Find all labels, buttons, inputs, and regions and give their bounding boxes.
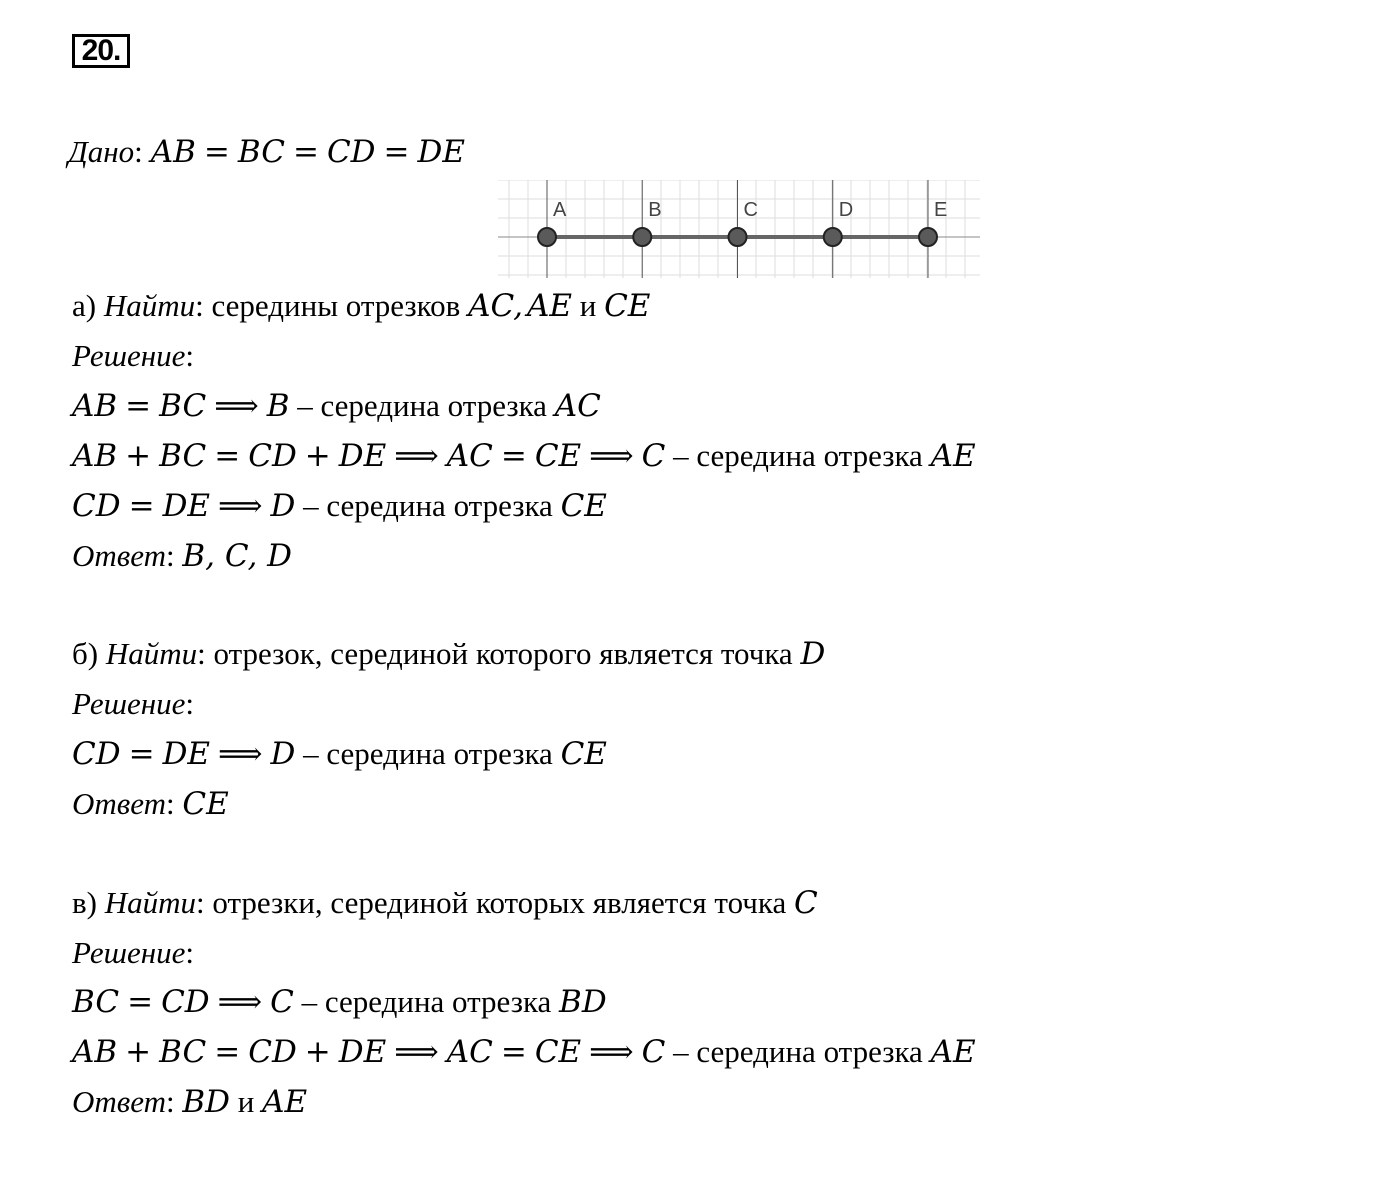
math-term: AE — [930, 1034, 976, 1070]
part-b-prefix: б) — [72, 636, 99, 671]
part-b-line1 — [72, 732, 607, 776]
point-label-c: C — [743, 199, 758, 221]
math-term: DE — [338, 438, 387, 474]
math-op: + — [304, 1034, 331, 1070]
given-colon: : — [134, 134, 143, 169]
implies-symbol: ⟹ — [218, 488, 263, 524]
implies-symbol: ⟹ — [217, 984, 263, 1020]
find-text: отрезки, серединой которых является точка — [212, 885, 787, 920]
math-term: CD — [72, 736, 121, 772]
dash: – — [673, 438, 689, 473]
math-term: BC — [72, 984, 120, 1020]
answer-label: Ответ — [72, 538, 166, 573]
math-term: CD — [248, 438, 297, 474]
midpoint-text: середина отрезка — [696, 1034, 923, 1069]
math-term: AE — [930, 438, 976, 474]
math-term: DE — [338, 1034, 387, 1070]
part-c-prefix: в) — [72, 885, 97, 920]
find-var: CE — [604, 288, 651, 324]
math-term: B — [266, 388, 290, 424]
midpoint-text: середина отрезка — [320, 388, 547, 423]
implies-symbol: ⟹ — [218, 736, 263, 772]
math-term: CE — [534, 1034, 582, 1070]
math-term: AC — [446, 1034, 493, 1070]
math-term: AB — [72, 438, 118, 474]
implies-symbol: ⟹ — [394, 1034, 439, 1070]
math-term: CE — [560, 736, 607, 772]
implies-symbol: ⟹ — [214, 388, 259, 424]
implies-symbol: ⟹ — [589, 438, 634, 474]
given-op: = — [383, 134, 410, 170]
math-term: DE — [162, 488, 211, 524]
part-b-answer: Ответ: CE — [72, 786, 229, 822]
math-op: = — [500, 1034, 527, 1070]
part-a-prefix: а) — [72, 288, 97, 323]
math-term: AC — [554, 388, 601, 424]
implies-symbol: ⟹ — [394, 438, 439, 474]
math-term: C — [641, 1034, 666, 1070]
implies-symbol: ⟹ — [589, 1034, 634, 1070]
answer-value: B, C, D — [182, 538, 293, 574]
point-label-e: E — [934, 199, 948, 221]
part-a-line2 — [72, 434, 976, 478]
find-label: Найти — [105, 636, 198, 671]
given-line — [68, 130, 465, 174]
solution-label: Решение — [72, 686, 186, 721]
find-var: D — [800, 636, 826, 672]
math-term: BC — [159, 388, 207, 424]
segment-diagram — [498, 180, 980, 278]
math-op: + — [304, 438, 331, 474]
math-term: CD — [161, 984, 210, 1020]
point-d — [824, 228, 842, 246]
given-label: Дано — [68, 134, 135, 169]
point-c — [729, 228, 747, 246]
math-term: AB — [72, 1034, 118, 1070]
part-c-line1 — [72, 980, 607, 1024]
part-c-solution-label: Решение: — [72, 935, 194, 970]
math-term: C — [641, 438, 666, 474]
point-label-b: B — [648, 199, 662, 221]
part-c-line2 — [72, 1030, 976, 1074]
math-term: D — [270, 736, 296, 772]
point-label-a: A — [553, 199, 567, 221]
part-b-solution-label: Решение: — [72, 686, 194, 721]
answer-value: BD — [182, 1084, 230, 1120]
answer-value: AE — [262, 1084, 308, 1120]
math-term: BD — [559, 984, 607, 1020]
midpoint-text: середина отрезка — [324, 984, 552, 1019]
given-term: CD — [326, 134, 376, 170]
math-term: C — [270, 984, 294, 1020]
math-op: = — [214, 1034, 241, 1070]
segment-diagram-svg — [498, 180, 980, 278]
given-term: DE — [417, 134, 465, 170]
part-a-solution-label: Решение: — [72, 338, 194, 373]
part-a-line1 — [72, 384, 601, 428]
solution-label: Решение — [72, 338, 186, 373]
midpoint-text: середина отрезка — [696, 438, 923, 473]
dash: – — [303, 488, 319, 523]
given-term: AB — [150, 134, 196, 170]
math-op: = — [125, 388, 152, 424]
math-term: BC — [159, 438, 207, 474]
math-term: DE — [162, 736, 211, 772]
part-c-find: в) Найти: отрезки, серединой которых является точка C — [72, 885, 818, 921]
midpoint-text: середина отрезка — [326, 736, 553, 771]
dash: – — [303, 736, 319, 771]
math-term: D — [270, 488, 296, 524]
part-a-line3 — [72, 484, 607, 528]
given-op: = — [203, 134, 230, 170]
dash: – — [301, 984, 318, 1019]
find-text: отрезок, серединой которого является точка — [213, 636, 793, 671]
math-term: CE — [534, 438, 582, 474]
math-term: BC — [159, 1034, 207, 1070]
dash: – — [297, 388, 313, 423]
given-term: BC — [237, 134, 285, 170]
math-op: = — [214, 438, 241, 474]
math-term: AC — [446, 438, 493, 474]
point-e — [919, 228, 937, 246]
math-op: = — [128, 736, 155, 772]
math-op: = — [500, 438, 527, 474]
find-var: AC — [468, 288, 514, 324]
answer-label: Ответ — [72, 1084, 166, 1119]
find-label: Найти — [103, 288, 196, 323]
solution-label: Решение — [72, 935, 186, 970]
point-a — [538, 228, 556, 246]
math-term: AB — [72, 388, 118, 424]
math-op: + — [125, 438, 152, 474]
math-term: CE — [560, 488, 607, 524]
and-word: и — [237, 1084, 255, 1119]
math-op: = — [127, 984, 154, 1020]
part-c-answer: Ответ: BD и AE — [72, 1084, 308, 1120]
math-op: = — [128, 488, 155, 524]
math-op: + — [125, 1034, 152, 1070]
problem-number: 20. — [72, 34, 130, 68]
answer-value: CE — [182, 786, 229, 822]
part-a-find: а) Найти: середины отрезков AC, AE и CE — [72, 288, 651, 324]
answer-label: Ответ — [72, 786, 166, 821]
point-label-d: D — [838, 199, 854, 221]
dash: – — [673, 1034, 689, 1069]
midpoint-text: середина отрезка — [326, 488, 553, 523]
find-var: AE — [526, 288, 572, 324]
point-b — [633, 228, 651, 246]
part-a-answer: Ответ: B, C, D — [72, 538, 293, 574]
math-term: CD — [72, 488, 121, 524]
find-text: середины отрезков — [211, 288, 461, 323]
part-b-find: б) Найти: отрезок, серединой которого является точка D — [72, 636, 826, 672]
and-word: и — [579, 288, 597, 323]
math-term: CD — [248, 1034, 297, 1070]
find-var: C — [793, 885, 818, 921]
given-op: = — [292, 134, 319, 170]
find-label: Найти — [104, 885, 196, 920]
